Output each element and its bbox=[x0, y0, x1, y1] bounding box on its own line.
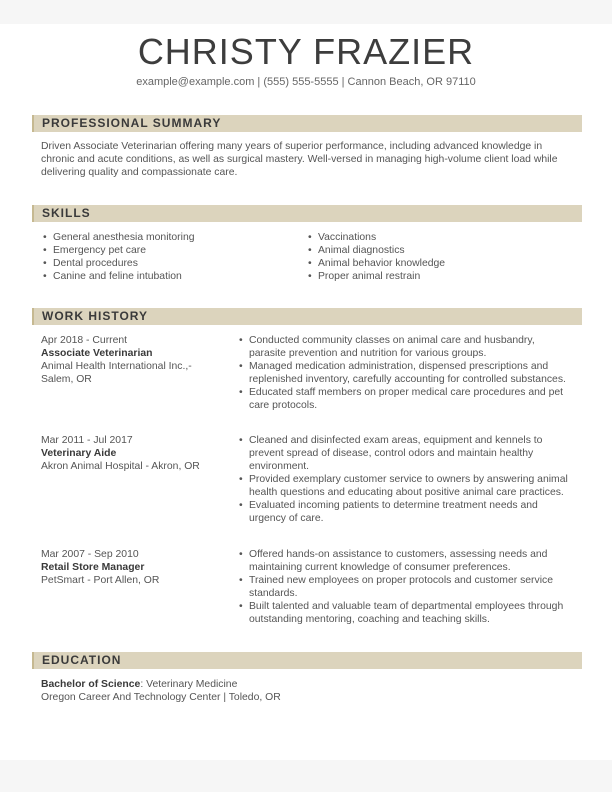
section-title-skills: SKILLS bbox=[42, 206, 91, 220]
section-title-work: WORK HISTORY bbox=[42, 309, 149, 323]
education-degree: Bachelor of Science bbox=[41, 679, 141, 690]
bottom-band bbox=[0, 760, 612, 792]
job-duty: • Built talented and valuable team of departmental employees through outstanding mentoring, coaching and teaching skills. bbox=[237, 600, 571, 626]
skill-item: • Animal behavior knowledge bbox=[306, 257, 566, 270]
job-employer: Akron Animal Hospital - Akron, OR bbox=[41, 461, 200, 472]
section-header-education bbox=[32, 652, 582, 669]
skill-item: • Proper animal restrain bbox=[306, 270, 566, 283]
job-duty: • Managed medication administration, dispensed prescriptions and replenished inventory, carefully accounting for controlled substances. bbox=[237, 360, 571, 386]
section-header-skills bbox=[32, 205, 582, 222]
section-title-education: EDUCATION bbox=[42, 653, 122, 667]
job-employer: PetSmart - Port Allen, OR bbox=[41, 575, 160, 586]
job-meta bbox=[41, 548, 221, 587]
top-band bbox=[0, 0, 612, 24]
job-duty: • Offered hands-on assistance to customers, assessing needs and maintaining current knowledge of consumer preferences. bbox=[237, 548, 571, 574]
section-header-summary bbox=[32, 115, 582, 132]
candidate-name: CHRISTY FRAZIER bbox=[137, 31, 475, 72]
section-header-work bbox=[32, 308, 582, 325]
job-title: Veterinary Aide bbox=[41, 448, 117, 459]
skill-item: • Vaccinations bbox=[306, 231, 566, 244]
education-separator: : bbox=[140, 679, 147, 690]
job-title: Associate Veterinarian bbox=[41, 348, 153, 359]
skill-item: • General anesthesia monitoring bbox=[41, 231, 301, 244]
job-duty: • Cleaned and disinfected exam areas, equipment and kennels to prevent spread of disease, control odors and maintain healthy environment. bbox=[237, 434, 571, 473]
contact-line: example@example.com | (555) 555-5555 | Cannon Beach, OR 97110 bbox=[136, 76, 476, 88]
education-entry bbox=[41, 678, 571, 704]
job-duty: • Evaluated incoming patients to determine treatment needs and urgency of care. bbox=[237, 499, 571, 525]
job-dates: Apr 2018 - Current bbox=[41, 335, 128, 346]
job-duty: • Provided exemplary customer service to owners by answering animal health questions and educating about positive animal care practices. bbox=[237, 473, 571, 499]
job-duty: • Educated staff members on proper medical care procedures and pet care protocols. bbox=[237, 386, 571, 412]
job-title: Retail Store Manager bbox=[41, 562, 145, 573]
job-duties bbox=[237, 548, 571, 626]
skill-item: • Canine and feline intubation bbox=[41, 270, 301, 283]
skills-list-left bbox=[41, 231, 301, 283]
job-duty: • Conducted community classes on animal care and husbandry, parasite prevention and nutrition for various groups. bbox=[237, 334, 571, 360]
education-school: Oregon Career And Technology Center | Toledo, OR bbox=[41, 692, 281, 703]
job-dates: Mar 2011 - Jul 2017 bbox=[41, 435, 133, 446]
job-meta bbox=[41, 334, 221, 386]
skills-list-right bbox=[306, 231, 566, 283]
skill-item: • Animal diagnostics bbox=[306, 244, 566, 257]
job-duties bbox=[237, 334, 571, 412]
job-employer: Animal Health International Inc.,- Salem, OR bbox=[41, 361, 192, 385]
skill-item: • Emergency pet care bbox=[41, 244, 301, 257]
job-dates: Mar 2007 - Sep 2010 bbox=[41, 549, 139, 560]
job-duties bbox=[237, 434, 571, 525]
section-title-summary: PROFESSIONAL SUMMARY bbox=[42, 116, 222, 130]
job-duty: • Trained new employees on proper protocols and customer service standards. bbox=[237, 574, 571, 600]
skill-item: • Dental procedures bbox=[41, 257, 301, 270]
education-field: Veterinary Medicine bbox=[146, 679, 238, 690]
job-meta bbox=[41, 434, 221, 473]
education-degree-line bbox=[41, 678, 571, 691]
summary-text: Driven Associate Veterinarian offering many years of superior performance, including advanced knowledge in chronic and acute conditions, as well as surgical mastery. Well-versed in managing high-volume client load while delivering quality and compassionate care. bbox=[41, 141, 558, 178]
